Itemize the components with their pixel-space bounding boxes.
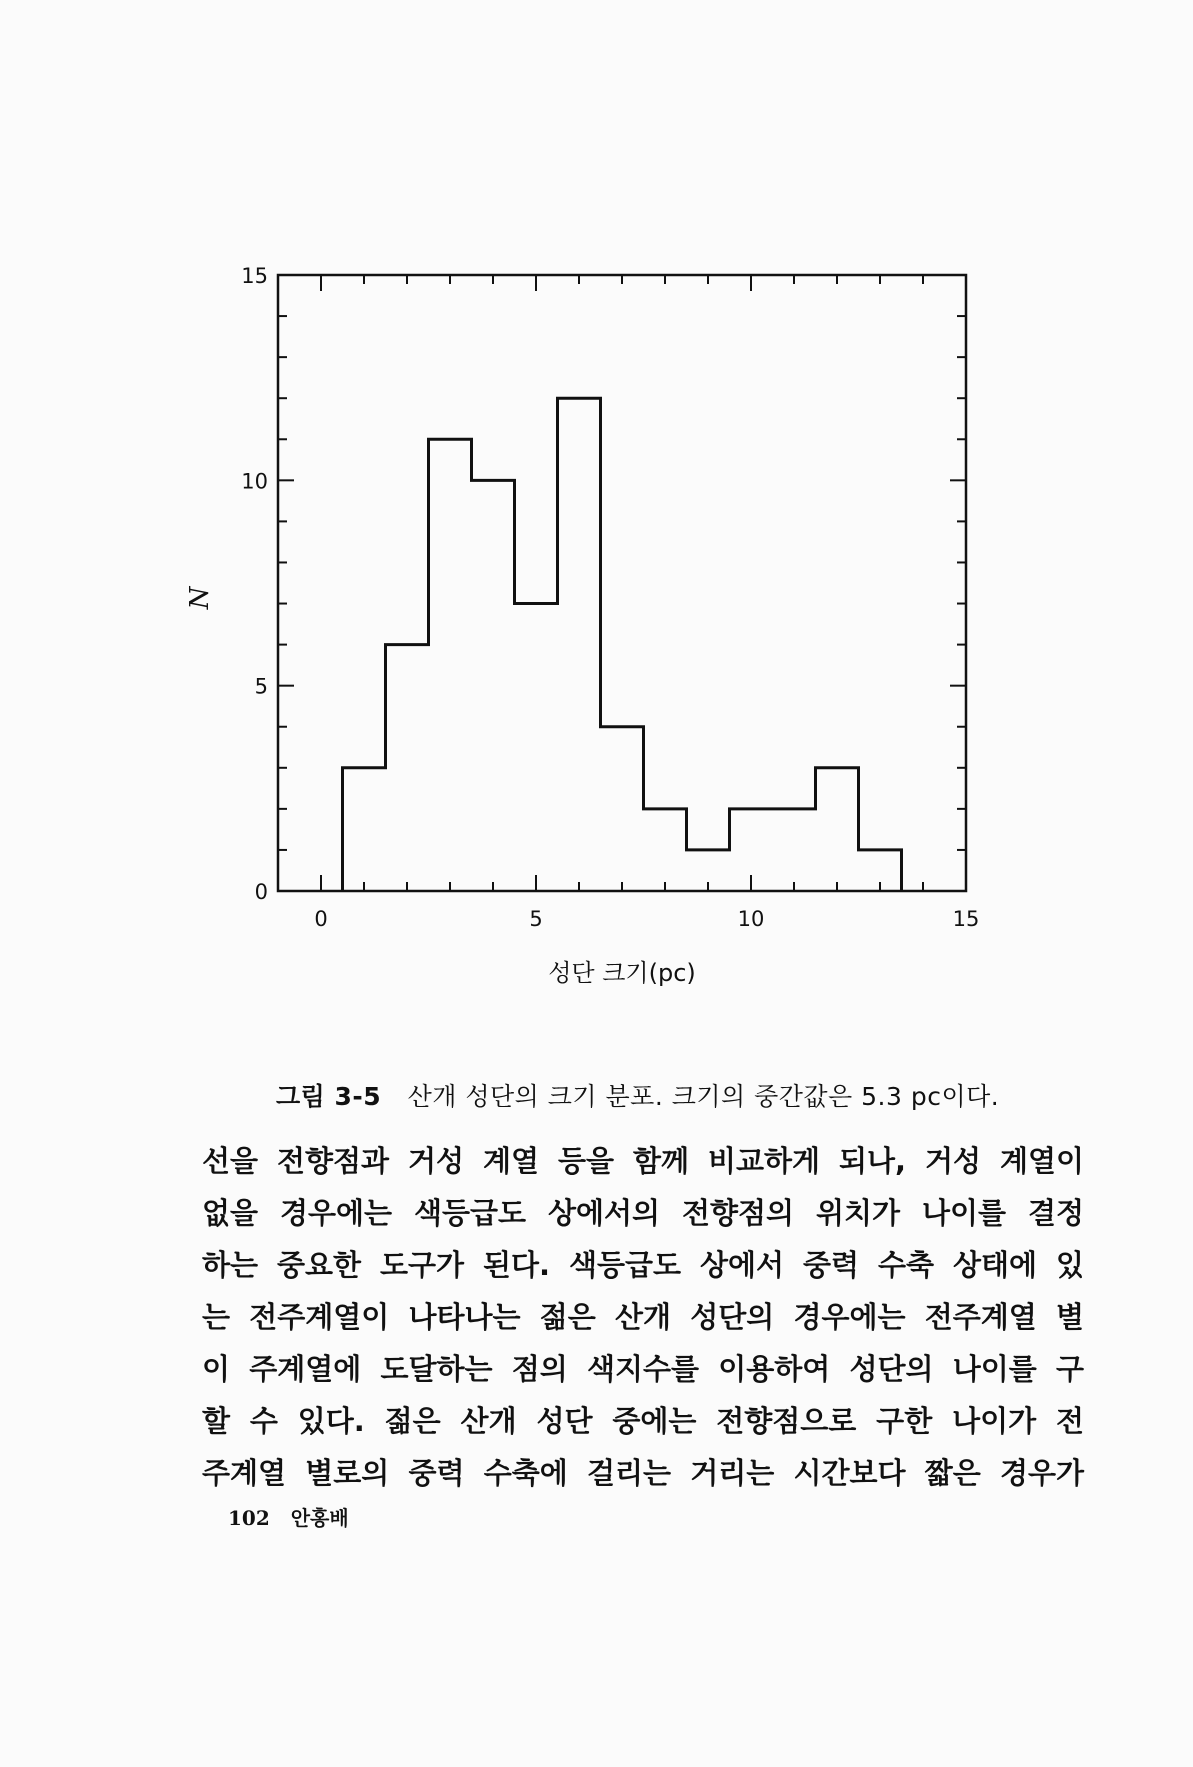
x-axis-label: 성단 크기(pc): [548, 959, 696, 987]
x-tick-label: 5: [529, 907, 543, 931]
y-tick-label: 5: [254, 674, 268, 699]
histogram-bar: [558, 398, 601, 891]
x-tick-label: 10: [737, 907, 765, 931]
x-tick-label: 15: [952, 907, 980, 931]
author-name: 안홍배: [290, 1506, 349, 1530]
figure-caption-text: 산개 성단의 크기 분포. 크기의 중간값은 5.3 pc이다.: [407, 1082, 1000, 1111]
histogram-bar: [816, 768, 859, 891]
y-tick-label: 15: [241, 264, 268, 288]
body-line: 는 전주계열이 나타나는 젊은 산개 성단의 경우에는 전주계열 별: [202, 1300, 1084, 1334]
figure-number: 그림 3-5: [276, 1082, 382, 1111]
body-paragraph: [202, 1135, 1084, 1499]
histogram-bar: [687, 850, 730, 891]
body-line: 이 주계열에 도달하는 점의 색지수를 이용하여 성단의 나이를 구: [202, 1352, 1084, 1386]
y-tick-label: 0: [254, 880, 268, 904]
cluster-size-histogram: [185, 250, 1090, 1070]
histogram-bar: [386, 645, 429, 891]
histogram-bar: [859, 850, 902, 891]
body-line: 할 수 있다. 젊은 산개 성단 중에는 전향점으로 구한 나이가 전: [202, 1404, 1084, 1438]
histogram-figure: [185, 250, 1090, 1070]
histogram-bar: [644, 809, 687, 891]
page-number: 102: [228, 1506, 270, 1530]
x-tick-label: 0: [314, 907, 328, 931]
histogram-bar: [429, 439, 472, 891]
histogram-bar: [515, 604, 558, 891]
body-line: 없을 경우에는 색등급도 상에서의 전향점의 위치가 나이를 결정: [202, 1196, 1084, 1230]
histogram-bar: [472, 480, 515, 891]
body-line: 선을 전향점과 거성 계열 등을 함께 비교하게 되나, 거성 계열이: [202, 1144, 1084, 1178]
y-axis-label: N: [185, 586, 215, 610]
histogram-bar: [773, 809, 816, 891]
body-line: 하는 중요한 도구가 된다. 색등급도 상에서 중력 수축 상태에 있: [202, 1248, 1084, 1282]
histogram-bar: [730, 809, 773, 891]
page-footer: [228, 1502, 349, 1531]
histogram-bar: [343, 768, 386, 891]
figure-caption: [276, 1077, 999, 1113]
body-line: 주계열 별로의 중력 수축에 걸리는 거리는 시간보다 짧은 경우가: [202, 1456, 1084, 1490]
y-tick-label: 10: [241, 469, 268, 494]
histogram-bar: [601, 727, 644, 891]
